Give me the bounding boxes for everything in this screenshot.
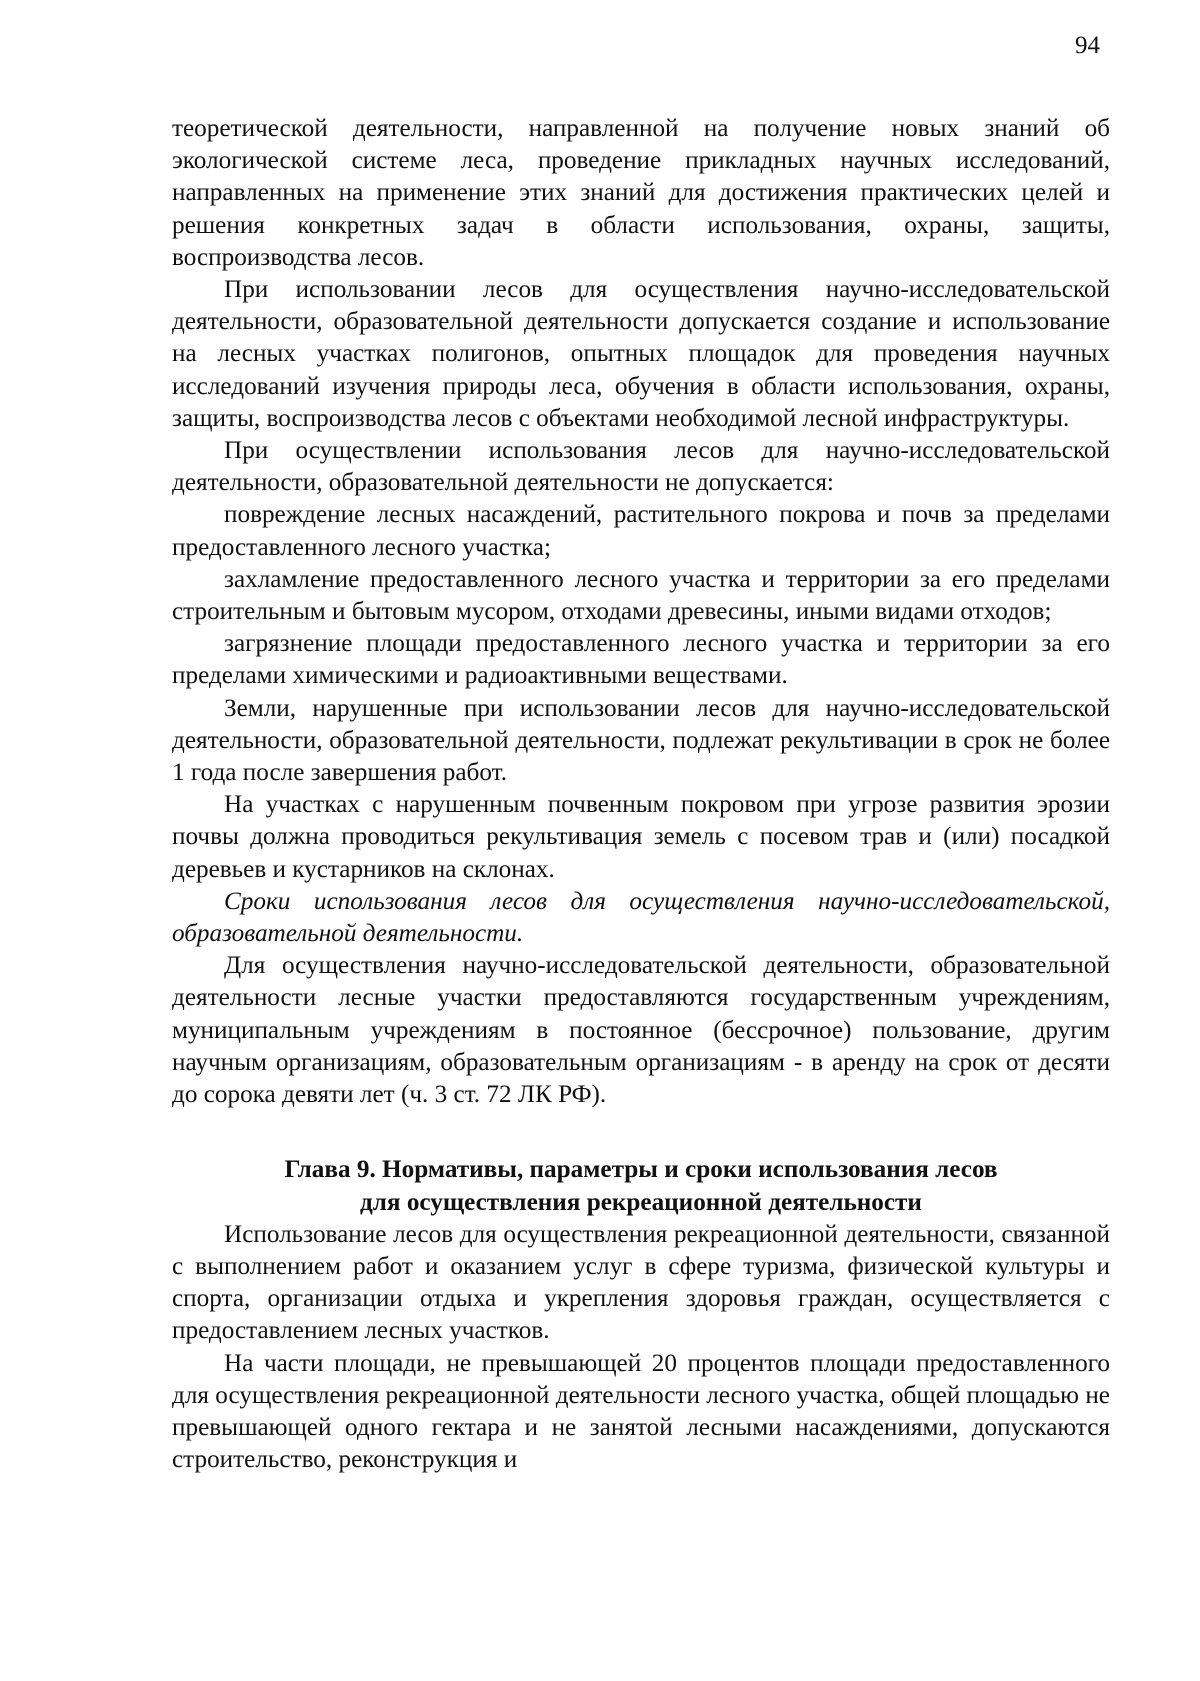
paragraph-prohibitions-intro: При осуществлении использования лесов для научно-исследовательской деятельности, образовательной деятельности не допускается: [172,437,1110,497]
paragraph-lease-terms: Для осуществления научно-исследовательской деятельности, образовательной деятельности лесные участки предоставляются государственным учреждениям, муниципальным учреждениям в постоянное (бессрочное) пользование, другим научным организациям, образовательным организациям - в аренду на срок от десяти до сорока девяти лет (ч. 3 ст. 72 ЛК РФ). [172,952,1110,1109]
paragraph-continuation: теоретической деятельности, направленной на получение новых знаний об экологической системе леса, проведение прикладных научных исследований, направленных на применение этих знаний для достижения практических целей и решения конкретных задач в области использования, охраны, защиты, воспроизводства лесов. [172,115,1110,271]
section-subheading-terms: Сроки использования лесов для осуществления научно-исследовательской, образовательной деятельности. [172,887,1110,948]
paragraph-recultivation: Земли, нарушенные при использовании лесов для научно-исследовательской деятельности, образовательной деятельности, подлежат рекультивации в срок не более 1 года после завершения работ. [172,694,1110,787]
paragraph-recreation-intro: Использование лесов для осуществления рекреационной деятельности, связанной с выполнением работ и оказанием услуг в сфере туризма, физической культуры и спорта, организации отдыха и укрепления здоровья граждан, осуществляется с предоставлением лесных участков. [172,1220,1110,1345]
paragraph-polygons: При использовании лесов для осуществления научно-исследовательской деятельности, образовательной деятельности допускается создание и использование на лесных участках полигонов, опытных площадок для проведения научных исследований изучения природы леса, обучения в области использования, охраны, защиты, воспроизводства лесов с объектами необходимой лесной инфраструктуры. [172,276,1110,432]
chapter-title-line-1: Глава 9. Нормативы, параметры и сроки использования лесов [284,1156,998,1184]
list-item-littering: захламление предоставленного лесного участка и территории за его пределами строительным и бытовым мусором, отходами древесины, иными видами отходов; [172,565,1110,626]
list-item-damage: повреждение лесных насаждений, растительного покрова и почв за пределами предоставленного лесного участка; [172,501,1110,561]
paragraph-erosion: На участках с нарушенным почвенным покровом при угрозе развития эрозии почвы должна проводиться рекультивация земель с посевом трав и (или) посадкой деревьев и кустарников на склонах. [172,791,1110,883]
list-item-pollution: загрязнение площади предоставленного лесного участка и территории за его пределами химическими и радиоактивными веществами. [172,630,1110,690]
paragraph-recreation-area: На части площади, не превышающей 20 процентов площади предоставленного для осуществления рекреационной деятельности лесного участка, общей площадью не превышающей одного гектара и не занятой лесными насаждениями, допускаются строительство, реконструкция и [172,1349,1110,1474]
page-number: 94 [1075,32,1100,59]
chapter-heading [172,1154,1110,1218]
chapter-title-line-2: для осуществления рекреационной деятельности [360,1188,922,1216]
document-body [172,113,1110,1476]
